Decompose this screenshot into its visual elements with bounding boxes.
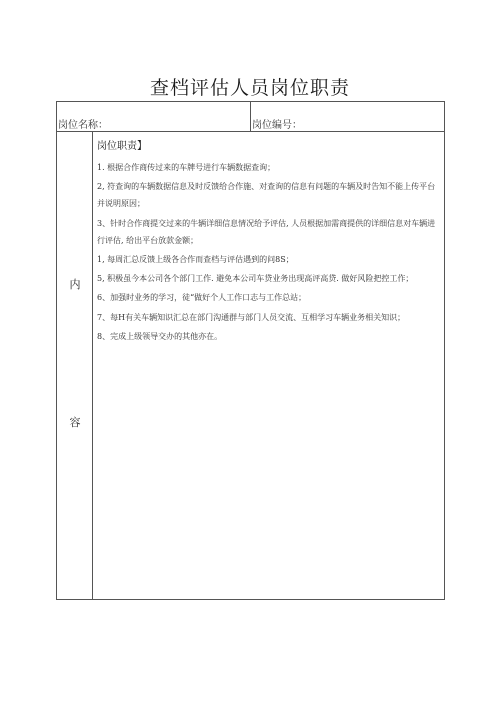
duty-item-3: 3、针时合作商提交过来的牛辆详细信息情况给予评估, 人员根据加需商提供的详细信息对车辆进行评估, 给出平台放款金额； [97,218,436,245]
position-code-label: 岗位编号： [252,120,302,131]
duty-item-8: 8、完成上级领导交办的其他亦在。 [97,331,223,341]
header-row [57,102,444,132]
duty-item-4: 1, 每周汇总反馈上级各合作而查档与评估遇到的问8S； [97,255,294,265]
document-title: 查档评估人员岗位职责 [149,77,350,99]
duty-item-7: 7、每H有关车辆知识汇总在部门沟通群与部门人员交流、互相学习车辆业务相关知识； [97,312,406,322]
duty-item-5: 5, 积极虽今本公司各个部门工作. 避免本公司车贷业务出现高评高贷. 做好风险把控工作； [97,274,414,284]
content-side-label-column [57,132,93,599]
duty-form-table [56,101,445,600]
header-divider [250,102,251,131]
side-char-nei: 内 [69,278,81,291]
side-char-rong: 容 [69,416,81,429]
duties-content [97,138,441,347]
duty-item-6: 6、加强时业务的学习，徒“做好个人工作口志与工作总站； [97,293,307,303]
position-name-label: 岗位名称： [58,120,108,131]
duty-item-1: 1. 根据合作商传过来的车牌号进行车辆数据查询； [97,163,276,172]
duty-item-2: 2, 符查询的车辆数据信息及时反馈给合作施、对查询的信息有问题的车辆及时告知不能上传平台并说明原因； [97,182,436,209]
duties-heading: 岗位职责】 [97,141,147,152]
